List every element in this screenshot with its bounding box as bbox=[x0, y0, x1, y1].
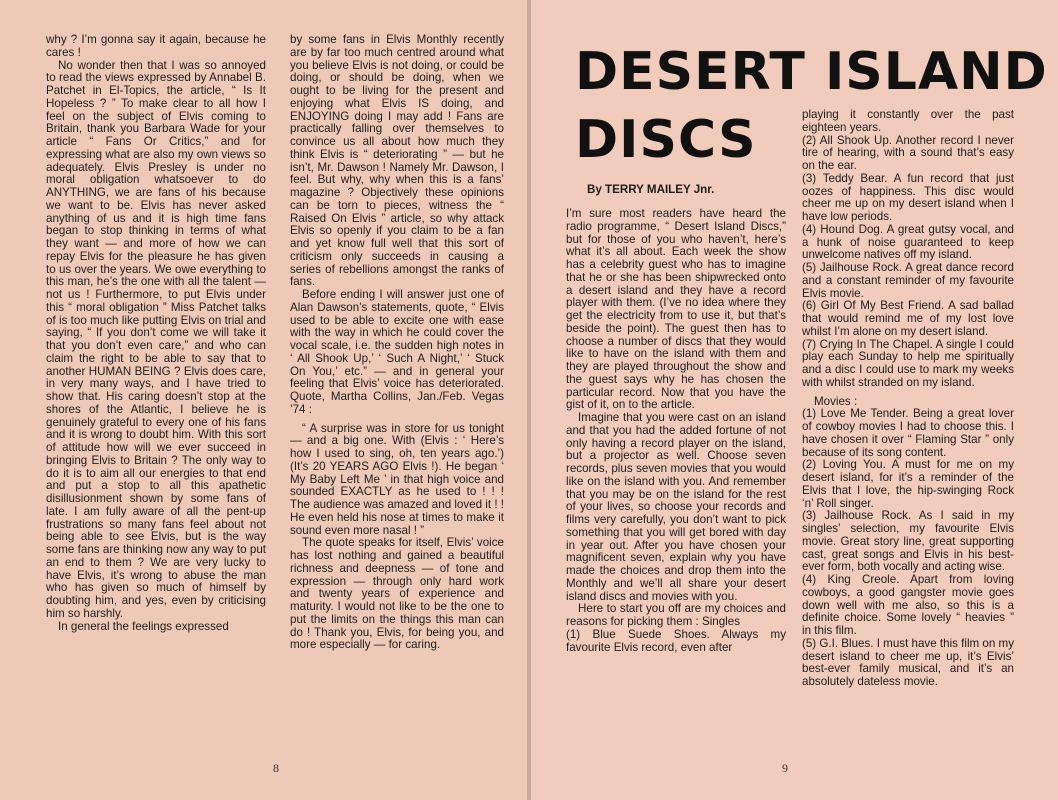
paragraph: Before ending I will answer just one of Alan Dawson’s statements, quote, “ Elvis used to be able to excite one with ease with the way in which he could cover the vocal scale, i.e. the sudden high notes in ‘ All Shook Up,’ ‘ Such A Night,’ ‘ Stuck On You,’ etc.” — and in general your feeling that Elvis’ voice has deteriorated. Quote, Martha Collins, Jan./Feb. Vegas ’74 : bbox=[290, 288, 504, 416]
article-title-line: DISCS bbox=[575, 110, 757, 170]
list-item: (7) Crying In The Chapel. A single I could play each Sunday to help me spiritually and a disc I could use to mark my weeks with whilst stranded on my island. bbox=[802, 337, 1014, 389]
section-heading: Movies : bbox=[814, 394, 858, 408]
right-page-column-1 bbox=[566, 208, 786, 654]
paragraph: I’m sure most readers have heard the radio programme, “ Desert Island Discs,” but for those of you who haven’t, here’s what it’s all about. Each week the show has a celebrity guest who has to imagine that he or she has been shipwrecked onto a desert island and they have a record player with them. (I’ve no idea where they get the electricity from to use it, but that’s beside the point). The guest then has to choose a number of discs that they would like to have on the island with them and they are played throughout the show and the guest says why he has chosen the particular record. Now that you have the gist of it, on to the article. bbox=[566, 207, 786, 412]
list-item: (5) Jailhouse Rock. A great dance record and a constant reminder of my favourite Elvis movie. bbox=[802, 261, 1014, 300]
article-title-line: DESERT ISLAND bbox=[575, 42, 1048, 102]
list-item: (4) King Creole. Apart from loving cowboys, a good gangster movie goes down well with me also, so this is a definite choice. Some lovely “ heavies ” in this film. bbox=[802, 573, 1014, 637]
paragraph: Imagine that you were cast on an island and that you had the added fortune of not only having a record player on the island, but a projector as well. Choose seven records, plus seven movies that you would like on the island with you. And remember that you may be on the island for the rest of your lives, so choose your records and films very carefully, you don’t want to pick something that you will get bored with day in year out. After you have chosen your magnificent seven, explain why you have made the choices and drop them into the Monthly and we’ll all share your desert island discs and movies with you. bbox=[566, 411, 786, 603]
paragraph: In general the feelings expressed bbox=[58, 619, 229, 633]
paragraph: (1) Blue Suede Shoes. Always my favourite Elvis record, even after bbox=[566, 627, 786, 654]
list-item: (5) G.I. Blues. I must have this film on my desert island to cheer me up, it’s Elvis’ best-ever family musical, and it’s an absolutely dateless movie. bbox=[802, 636, 1014, 688]
left-page bbox=[0, 0, 527, 800]
left-page-column-1 bbox=[46, 34, 266, 633]
paragraph: “ A surprise was in store for us tonight — and a big one. With (Elvis : ‘ Here’s how I used to sing, oh, ten years ago.’) (It’s 20 YEARS AGO Elvis !). He began ‘ My Baby Left Me ’ in that high voice and sounded EXACTLY as he used to ! ! ! The audience was amazed and loved it ! ! He even held his nose at times to make it sound even more nasal ! ” bbox=[290, 421, 504, 537]
page-number: 8 bbox=[273, 761, 279, 775]
list-item: (2) All Shook Up. Another record I never tire of hearing, with a sound that’s easy on the ear. bbox=[802, 133, 1014, 172]
list-item: (1) Love Me Tender. Being a great lover of cowboy movies I had to choose this. I have chosen it over “ Flaming Star ” only because of its song content. bbox=[802, 407, 1014, 459]
list-item: (3) Teddy Bear. A fun record that just oozes of happiness. This disc would cheer me up on my desert island when I have low periods. bbox=[802, 171, 1014, 223]
left-page-column-2 bbox=[290, 34, 504, 652]
paragraph: playing it constantly over the past eighteen years. bbox=[802, 108, 1014, 134]
paragraph: Here to start you off are my choices and reasons for picking them : Singles bbox=[566, 602, 786, 628]
list-item: (6) Girl Of My Best Friend. A sad ballad that would remind me of my lost love whilst I’m alone on my desert island. bbox=[802, 299, 1014, 338]
byline: By TERRY MAILEY Jnr. bbox=[587, 183, 715, 196]
page-number: 9 bbox=[782, 761, 788, 775]
paragraph: by some fans in Elvis Monthly recently are by far too much centred around what you believe Elvis is not doing, or could be doing, or should be doing, when we ought to be living for the present and enjoying what Elvis IS doing, and ENJOYING doing I may add ! Fans are practically falling over themselves to convince us all about how much they think Elvis is “ deteriorating ” — but he isn’t, Mr. Dawson ! Namely Mr. Dawson, I feel. But why, why when this is a fans’ magazine ? Objectively these opinions can be torn to pieces, witness the “ Raised On Elvis ” article, so why attack Elvis so openly if you claim to be a fan and yet know full well that this sort of criticism only succeeds in causing a series of rebellions amongst the ranks of fans. bbox=[290, 33, 504, 289]
list-item: (3) Jailhouse Rock. As I said in my singles’ selection, my favourite Elvis movie. Great story line, great supporting cast, great songs and Elvis in his best-ever form, both vocally and acting wise. bbox=[802, 509, 1014, 574]
paragraph: The quote speaks for itself, Elvis’ voice has lost nothing and gained a beautiful richness and deepness — of tone and expression — through only hard work and twenty years of experience and maturity. I would not like to be the one to put the limits on the things this man can do ! Thank you, Elvis, for being you, and more especially — for caring. bbox=[290, 536, 504, 652]
paragraph: why ? I’m gonna say it again, because he cares ! bbox=[46, 33, 266, 59]
paragraph: No wonder then that I was so annoyed to read the views expressed by Annabel B. Patchet in El-Topics, the article, “ Is It Hopeless ? ” To make clear to all how I feel on the subject of Elvis coming to Britain, thank you Barbara Wade for your article “ Fans Or Critics,” and for expressing what are also my own views so adequately. Elvis Presley is under no moral obligation whatsoever to do ANYTHING, we are fans of his because we want to be. Elvis has never asked anything of us and it is high time fans began to stop thinking in terms of what they want — and more of how we can repay Elvis for the pleasure he has given to us over the years. We owe everything to this man, he’s the one with all the talent — not us ! Furthermore, to put Elvis under this “ moral obligation ” Miss Patchet talks of is too much like putting Elvis on trial and saying, “ If you don’t come we will take it that you don’t even care,” and who can claim the right to be able to say that to another HUMAN BEING ? Elvis does care, in very many ways, and I have tried to show that. His caring doesn’t stop at the shores of the Atlantic, I believe he is genuinely grateful to every one of his fans and it is wrong to doubt him. With this sort of attitude how will we ever succeed in bringing Elvis to Britain ? The only way to do it is to aim all our energies to that end and put a stop to all this apathetic disillusionment shown by some fans of late. I am fully aware of all the pent-up frustrations so many fans feel about not being able to see Elvis, but is the way some fans are thinking now any way to put an end to them ? We are very lucky to have Elvis, it’s wrong to abuse the man who has given so much of himself by doubting him, and yes, even by criticising him so harshly. bbox=[46, 58, 266, 620]
list-item: (4) Hound Dog. A great gutsy vocal, and a hunk of noise guaranteed to keep unwelcome natives off my island. bbox=[802, 222, 1014, 262]
list-item: (2) Loving You. A must for me on my desert island, for it’s a reminder of the Elvis that I love, the hip-swinging Rock ‘n’ Roll singer. bbox=[802, 458, 1014, 510]
right-page-column-2 bbox=[802, 109, 1014, 689]
